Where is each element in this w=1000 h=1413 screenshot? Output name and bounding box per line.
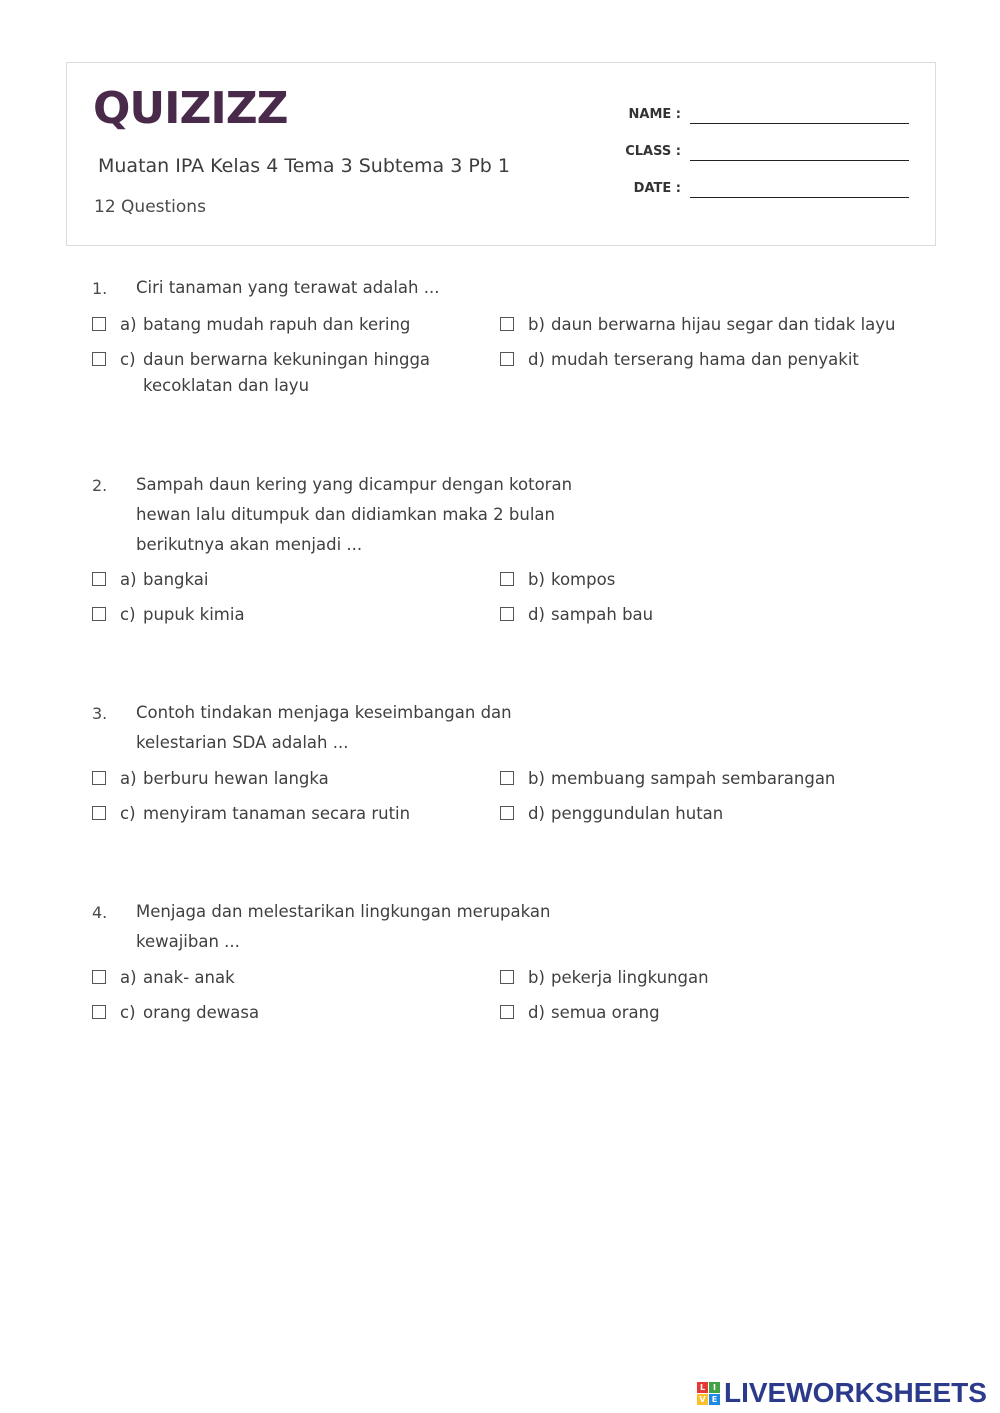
- option-text: semua orang: [551, 1003, 660, 1022]
- question-text: Ciri tanaman yang terawat adalah ...: [136, 278, 440, 297]
- option-letter: d): [528, 1003, 545, 1022]
- option-text: berburu hewan langka: [143, 769, 329, 788]
- option-letter: a): [120, 769, 137, 788]
- option-letter: c): [120, 804, 136, 823]
- liveworksheets-logo: [697, 1378, 987, 1408]
- name-line[interactable]: [690, 123, 909, 124]
- date-label: DATE :: [633, 181, 681, 196]
- question-text: Contoh tindakan menjaga keseimbangan dan kelestarian SDA adalah ...: [136, 703, 512, 752]
- question-number: 1.: [92, 279, 108, 298]
- question-count: 12 Questions: [94, 197, 206, 217]
- option-letter: a): [120, 570, 137, 589]
- class-line[interactable]: [690, 160, 909, 161]
- option-letter: c): [120, 1003, 136, 1022]
- checkbox[interactable]: [92, 771, 106, 785]
- checkbox[interactable]: [500, 352, 514, 366]
- option-text: mudah terserang hama dan penyakit: [551, 350, 859, 369]
- option-text: batang mudah rapuh dan kering: [143, 315, 411, 334]
- option-text: pekerja lingkungan: [551, 968, 709, 987]
- option-letter: a): [120, 968, 137, 987]
- icon-letter-e: E: [709, 1394, 720, 1405]
- icon-letter-l: L: [697, 1382, 708, 1393]
- checkbox[interactable]: [500, 771, 514, 785]
- checkbox[interactable]: [92, 317, 106, 331]
- liveworksheets-icon: [697, 1382, 720, 1405]
- question-number: 2.: [92, 476, 108, 495]
- option-letter: a): [120, 315, 137, 334]
- option-text: menyiram tanaman secara rutin: [143, 804, 411, 823]
- date-field[interactable]: [607, 177, 909, 203]
- option-letter: c): [120, 605, 136, 624]
- option-text: sampah bau: [551, 605, 654, 624]
- option-text: penggundulan hutan: [551, 804, 724, 823]
- checkbox[interactable]: [92, 806, 106, 820]
- option-letter: b): [528, 315, 545, 334]
- option-text: daun berwarna hijau segar dan tidak layu: [551, 315, 896, 334]
- checkbox[interactable]: [92, 1005, 106, 1019]
- checkbox[interactable]: [500, 317, 514, 331]
- option-letter: c): [120, 350, 136, 369]
- checkbox[interactable]: [92, 352, 106, 366]
- checkbox[interactable]: [92, 970, 106, 984]
- question-number: 4.: [92, 903, 108, 922]
- question-number: 3.: [92, 704, 108, 723]
- option-text: orang dewasa: [143, 1003, 260, 1022]
- icon-letter-i: I: [709, 1382, 720, 1393]
- option-text: bangkai: [143, 570, 209, 589]
- checkbox[interactable]: [500, 572, 514, 586]
- option-text: pupuk kimia: [143, 605, 245, 624]
- name-field[interactable]: [607, 103, 909, 129]
- option-text: anak- anak: [143, 968, 235, 987]
- option-text: membuang sampah sembarangan: [551, 769, 836, 788]
- quizizz-logo: QUIZIZZ: [93, 83, 288, 134]
- question-text: Sampah daun kering yang dicampur dengan kotoran hewan lalu ditumpuk dan didiamkan maka 2 bulan berikutnya akan menjadi ...: [136, 475, 573, 554]
- worksheet-header: [66, 62, 936, 246]
- checkbox[interactable]: [500, 607, 514, 621]
- date-line[interactable]: [690, 197, 909, 198]
- option-text: kompos: [551, 570, 616, 589]
- checkbox[interactable]: [92, 607, 106, 621]
- checkbox[interactable]: [500, 970, 514, 984]
- icon-letter-v: V: [697, 1394, 708, 1405]
- class-field[interactable]: [607, 140, 909, 166]
- checkbox[interactable]: [92, 572, 106, 586]
- checkbox[interactable]: [500, 806, 514, 820]
- option-letter: d): [528, 605, 545, 624]
- option-letter: b): [528, 968, 545, 987]
- option-letter: d): [528, 804, 545, 823]
- option-letter: d): [528, 350, 545, 369]
- worksheet-title: Muatan IPA Kelas 4 Tema 3 Subtema 3 Pb 1: [98, 155, 510, 177]
- option-letter: b): [528, 769, 545, 788]
- liveworksheets-text: LIVEWORKSHEETS: [724, 1377, 987, 1408]
- checkbox[interactable]: [500, 1005, 514, 1019]
- name-label: NAME :: [628, 107, 681, 122]
- class-label: CLASS :: [625, 144, 681, 159]
- option-letter: b): [528, 570, 545, 589]
- question-text: Menjaga dan melestarikan lingkungan merupakan kewajiban ...: [136, 902, 551, 951]
- option-text: daun berwarna kekuningan hingga kecoklatan dan layu: [143, 350, 431, 395]
